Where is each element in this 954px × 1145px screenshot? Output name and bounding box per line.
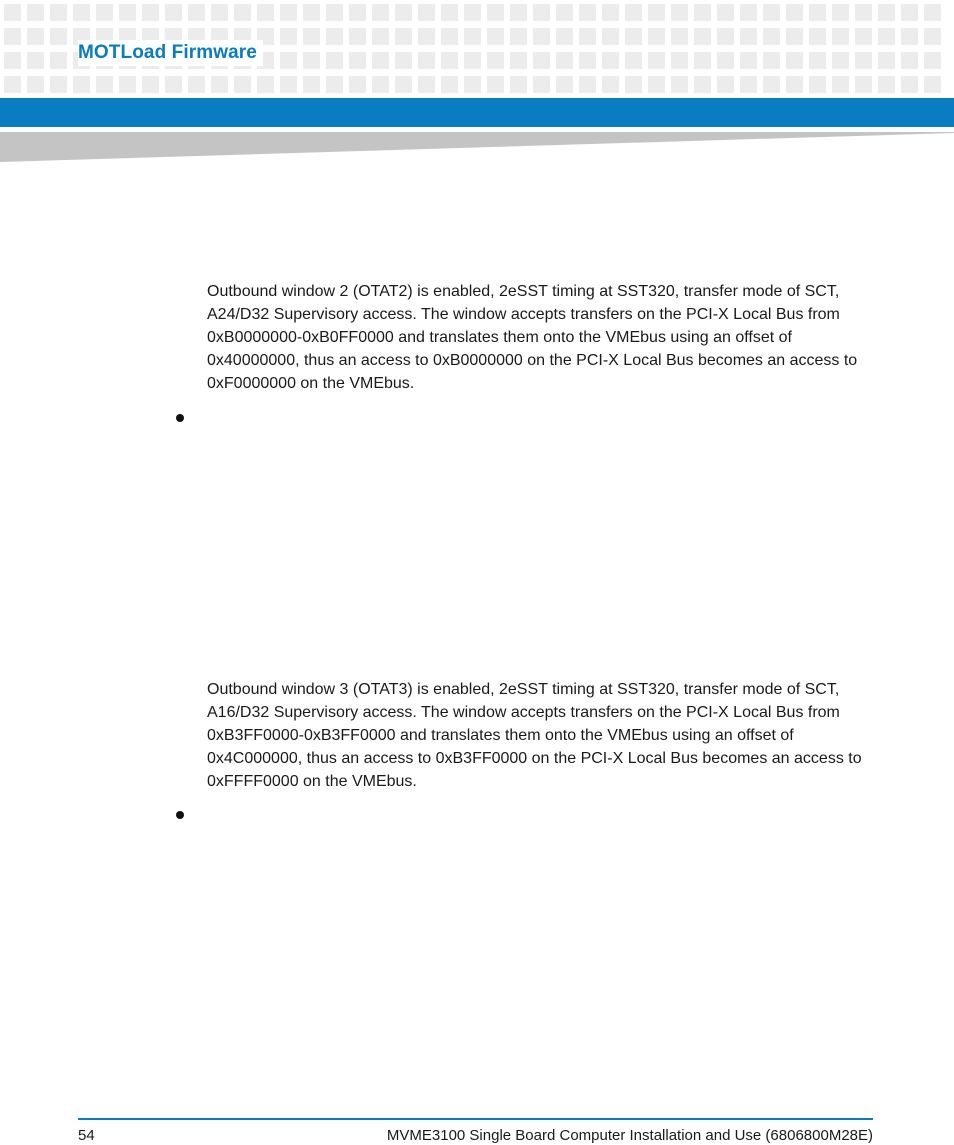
grid-cell xyxy=(234,76,251,93)
grid-cell xyxy=(73,76,90,93)
grid-cell xyxy=(165,76,182,93)
grid-cell xyxy=(786,4,803,21)
grid-cell xyxy=(326,4,343,21)
grid-cell xyxy=(648,4,665,21)
grid-cell xyxy=(924,28,941,45)
grid-cell xyxy=(119,76,136,93)
grid-cell xyxy=(326,52,343,69)
grid-cell xyxy=(165,4,182,21)
grid-cell xyxy=(441,4,458,21)
grid-cell xyxy=(280,76,297,93)
grid-cell xyxy=(533,4,550,21)
grid-cell xyxy=(142,4,159,21)
grid-cell xyxy=(786,76,803,93)
grid-cell xyxy=(763,4,780,21)
grid-cell xyxy=(763,76,780,93)
grid-cell xyxy=(694,52,711,69)
grid-cell xyxy=(556,4,573,21)
grid-cell xyxy=(372,76,389,93)
grid-cell xyxy=(464,76,481,93)
grid-cell xyxy=(280,52,297,69)
grid-cell xyxy=(694,28,711,45)
grid-cell xyxy=(556,52,573,69)
grid-cell xyxy=(303,52,320,69)
grid-cell xyxy=(579,28,596,45)
grid-cell xyxy=(809,52,826,69)
grid-cell xyxy=(579,52,596,69)
grid-cell xyxy=(533,76,550,93)
grid-cell xyxy=(579,76,596,93)
grid-cell xyxy=(579,4,596,21)
grid-cell xyxy=(234,4,251,21)
document-title: MVME3100 Single Board Computer Installation and Use (6806800M28E) xyxy=(386,1127,873,1144)
grid-cell xyxy=(832,52,849,69)
grid-cell xyxy=(349,52,366,69)
grid-cell xyxy=(142,76,159,93)
grid-cell xyxy=(763,52,780,69)
grid-cell xyxy=(418,52,435,69)
grid-cell xyxy=(395,28,412,45)
page-number: 54 xyxy=(78,1127,95,1144)
grid-cell xyxy=(602,4,619,21)
grid-cell xyxy=(487,28,504,45)
grid-cell xyxy=(4,4,21,21)
grid-cell xyxy=(648,28,665,45)
grid-cell xyxy=(855,52,872,69)
grid-cell xyxy=(602,28,619,45)
grid-cell xyxy=(510,4,527,21)
grid-cell xyxy=(832,28,849,45)
footer-rule xyxy=(78,1118,873,1120)
grid-cell xyxy=(211,76,228,93)
grid-cell xyxy=(671,52,688,69)
grid-cell xyxy=(694,4,711,21)
grid-cell xyxy=(487,52,504,69)
grid-cell xyxy=(395,4,412,21)
grid-cell xyxy=(901,4,918,21)
grid-cell xyxy=(924,76,941,93)
grid-cell xyxy=(740,52,757,69)
grid-cell xyxy=(625,76,642,93)
grid-cell xyxy=(717,28,734,45)
paragraph-otat2: Outbound window 2 (OTAT2) is enabled, 2eSST timing at SST320, transfer mode of SCT, A24/D32 Supervisory access. The window accepts transfers on the PCI-X Local Bus from 0xB0000000-0xB0FF0000 and translates them onto the VMEbus using an offset of 0x40000000, thus an access to 0xB0000000 on the PCI-X Local Bus becomes an access to 0xF0000000 on the VMEbus. xyxy=(207,283,858,392)
grid-cell xyxy=(487,76,504,93)
grid-cell xyxy=(625,52,642,69)
grid-cell xyxy=(786,52,803,69)
grid-cell xyxy=(855,76,872,93)
grid-cell xyxy=(740,76,757,93)
section-title: MOTLoad Firmware xyxy=(78,40,263,66)
grid-cell xyxy=(671,4,688,21)
grid-cell xyxy=(73,4,90,21)
grid-cell xyxy=(50,76,67,93)
grid-cell xyxy=(349,76,366,93)
grid-cell xyxy=(924,4,941,21)
bullet-1 xyxy=(176,414,184,422)
grid-cell xyxy=(280,4,297,21)
grid-cell xyxy=(188,4,205,21)
grid-cell xyxy=(27,28,44,45)
grid-cell xyxy=(303,76,320,93)
grid-cell xyxy=(441,76,458,93)
grid-cell xyxy=(441,28,458,45)
grid-cell xyxy=(50,4,67,21)
grid-cell xyxy=(464,28,481,45)
grid-cell xyxy=(809,4,826,21)
grid-cell xyxy=(602,76,619,93)
grid-cell xyxy=(901,52,918,69)
bullet-2 xyxy=(176,811,184,819)
grid-cell xyxy=(878,52,895,69)
grid-cell xyxy=(464,52,481,69)
grid-cell xyxy=(4,52,21,69)
grid-cell xyxy=(671,76,688,93)
grid-cell xyxy=(188,76,205,93)
grid-cell xyxy=(119,4,136,21)
grid-cell xyxy=(832,76,849,93)
grid-cell xyxy=(464,4,481,21)
grid-cell xyxy=(4,76,21,93)
grid-cell xyxy=(418,76,435,93)
grid-cell xyxy=(257,76,274,93)
grid-cell xyxy=(510,52,527,69)
grid-cell xyxy=(602,52,619,69)
grid-cell xyxy=(855,4,872,21)
grid-cell xyxy=(303,28,320,45)
grid-cell xyxy=(878,76,895,93)
grid-cell xyxy=(441,52,458,69)
grid-cell xyxy=(763,28,780,45)
grid-cell xyxy=(27,52,44,69)
grid-cell xyxy=(510,76,527,93)
grid-cell xyxy=(211,4,228,21)
grid-cell xyxy=(832,4,849,21)
grid-cell xyxy=(372,4,389,21)
grid-cell xyxy=(349,28,366,45)
grid-cell xyxy=(27,4,44,21)
grid-cell xyxy=(901,76,918,93)
grid-cell xyxy=(625,4,642,21)
grid-cell xyxy=(717,76,734,93)
grid-cell xyxy=(648,76,665,93)
grid-cell xyxy=(878,28,895,45)
grid-cell xyxy=(740,4,757,21)
grid-cell xyxy=(717,4,734,21)
grid-cell xyxy=(924,52,941,69)
grid-cell xyxy=(96,4,113,21)
grid-cell xyxy=(671,28,688,45)
grid-cell xyxy=(487,4,504,21)
grid-cell xyxy=(326,76,343,93)
paragraph-otat3: Outbound window 3 (OTAT3) is enabled, 2eSST timing at SST320, transfer mode of SCT, A16/D32 Supervisory access. The window accepts transfers on the PCI-X Local Bus from 0xB3FF0000-0xB3FF0000 and translates them onto the VMEbus using an offset of 0x4C000000, thus an access to 0xB3FF0000 on the PCI-X Local Bus becomes an access to 0xFFFF0000 on the VMEbus. xyxy=(207,681,862,790)
grid-cell xyxy=(280,28,297,45)
grid-cell xyxy=(809,76,826,93)
grid-cell xyxy=(395,76,412,93)
grid-cell xyxy=(625,28,642,45)
grid-cell xyxy=(786,28,803,45)
grid-cell xyxy=(740,28,757,45)
grid-cell xyxy=(533,28,550,45)
grid-cell xyxy=(349,4,366,21)
grid-cell xyxy=(50,28,67,45)
grid-cell xyxy=(418,28,435,45)
grid-cell xyxy=(694,76,711,93)
grid-cell xyxy=(901,28,918,45)
header-grey-wedge xyxy=(0,132,954,162)
grid-cell xyxy=(257,4,274,21)
grid-cell xyxy=(50,52,67,69)
grid-cell xyxy=(372,52,389,69)
grid-cell xyxy=(395,52,412,69)
grid-cell xyxy=(556,76,573,93)
grid-cell xyxy=(878,4,895,21)
grid-cell xyxy=(717,52,734,69)
grid-cell xyxy=(809,28,826,45)
grid-cell xyxy=(326,28,343,45)
grid-cell xyxy=(372,28,389,45)
grid-cell xyxy=(303,4,320,21)
grid-cell xyxy=(510,28,527,45)
grid-cell xyxy=(855,28,872,45)
grid-cell xyxy=(556,28,573,45)
grid-cell xyxy=(418,4,435,21)
grid-cell xyxy=(533,52,550,69)
grid-cell xyxy=(96,76,113,93)
header-blue-band xyxy=(0,98,954,127)
grid-cell xyxy=(27,76,44,93)
grid-cell xyxy=(648,52,665,69)
grid-cell xyxy=(4,28,21,45)
